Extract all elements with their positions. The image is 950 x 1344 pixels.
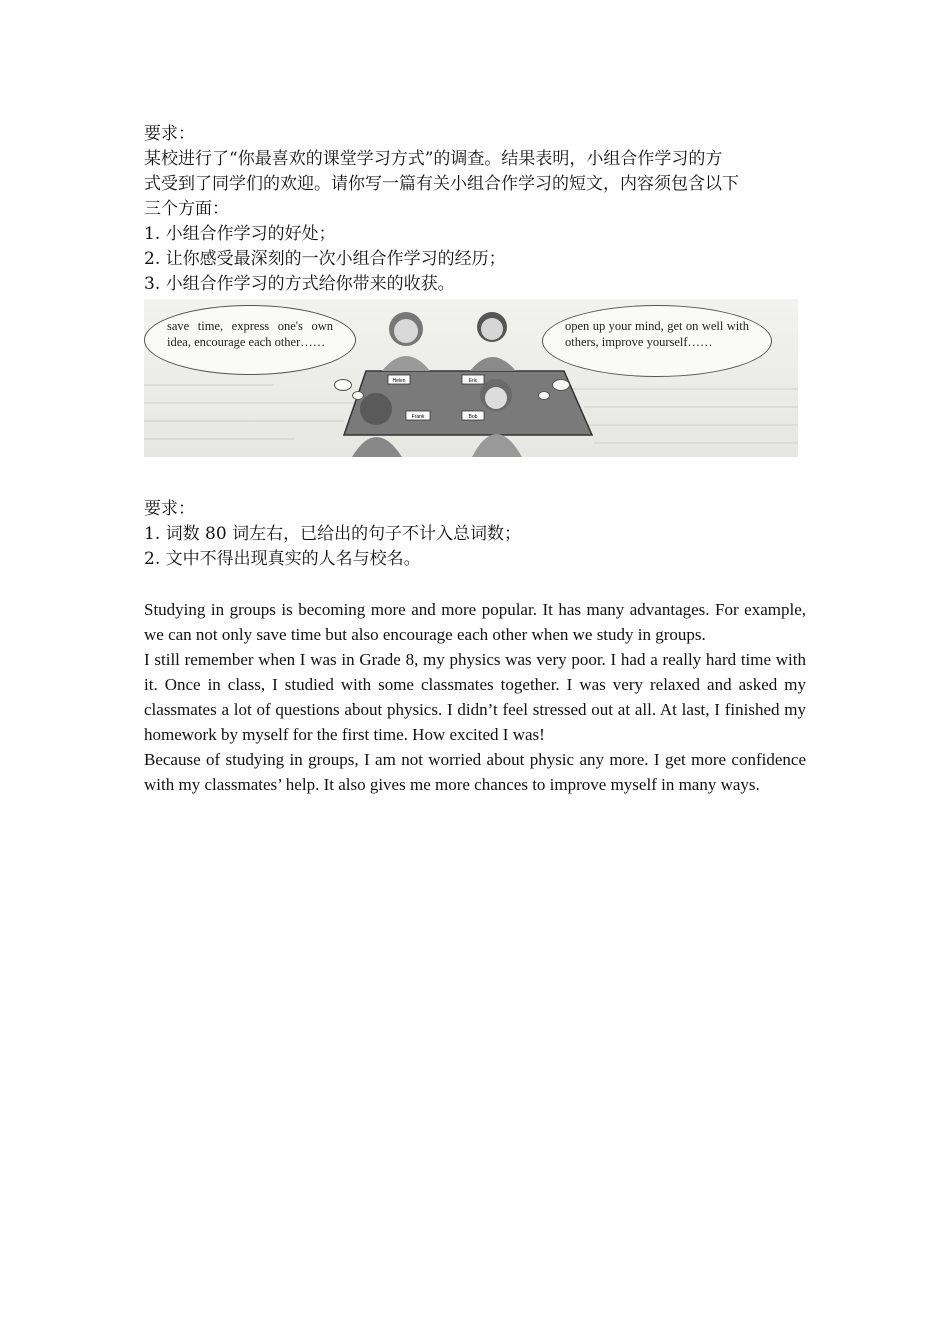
task-point: 2. 让你感受最深刻的一次小组合作学习的经历；: [144, 249, 506, 269]
task-heading: 要求：: [144, 124, 195, 144]
requirement-item: 1. 词数 80 词左右，已给出的句子不计入总词数；: [144, 524, 522, 544]
thought-dot: [552, 379, 570, 391]
task-point: 3. 小组合作学习的方式给你带来的收获。: [144, 274, 455, 294]
group-study-illustration: [144, 299, 798, 457]
right-thought-bubble: open up your mind, get on well with others, improve yourself……: [542, 305, 772, 377]
task-prompt-line: 三个方面：: [144, 199, 229, 219]
thought-dot: [352, 391, 364, 400]
requirements-heading: 要求：: [144, 499, 195, 519]
essay-paragraph: I still remember when I was in Grade 8, my physics was very poor. I had a really hard time with it. Once in class, I studied with some classmates together. I was very relaxed and asked my classmates a lot of questions about physics. I didn’t feel stressed out at all. At last, I finished my homework by myself for the first time. How excited I was!: [144, 650, 806, 744]
left-thought-bubble: save time, express one's own idea, encourage each other……: [144, 305, 356, 375]
task-prompt-line: 某校进行了“你最喜欢的课堂学习方式”的调查。结果表明，小组合作学习的方: [144, 149, 723, 169]
essay-paragraph: Because of studying in groups, I am not worried about physic any more. I get more confidence with my classmates’ help. It also gives me more chances to improve myself in many ways.: [144, 750, 806, 794]
name-card-eric: Eric: [468, 378, 478, 384]
document-content: [144, 122, 806, 797]
name-card-helen: Helen: [392, 378, 406, 384]
thought-dot: [334, 379, 352, 391]
thought-dot: [538, 391, 550, 400]
name-card-frank: Frank: [411, 414, 425, 420]
task-prompt-line: 式受到了同学们的欢迎。请你写一篇有关小组合作学习的短文，内容须包含以下: [144, 174, 739, 194]
requirement-item: 2. 文中不得出现真实的人名与校名。: [144, 549, 421, 569]
task-point: 1. 小组合作学习的好处；: [144, 224, 336, 244]
essay-paragraph: Studying in groups is becoming more and more popular. It has many advantages. For example, we can not only save time but also encourage each other when we study in groups.: [144, 600, 806, 644]
name-card-bob: Bob: [468, 414, 478, 420]
